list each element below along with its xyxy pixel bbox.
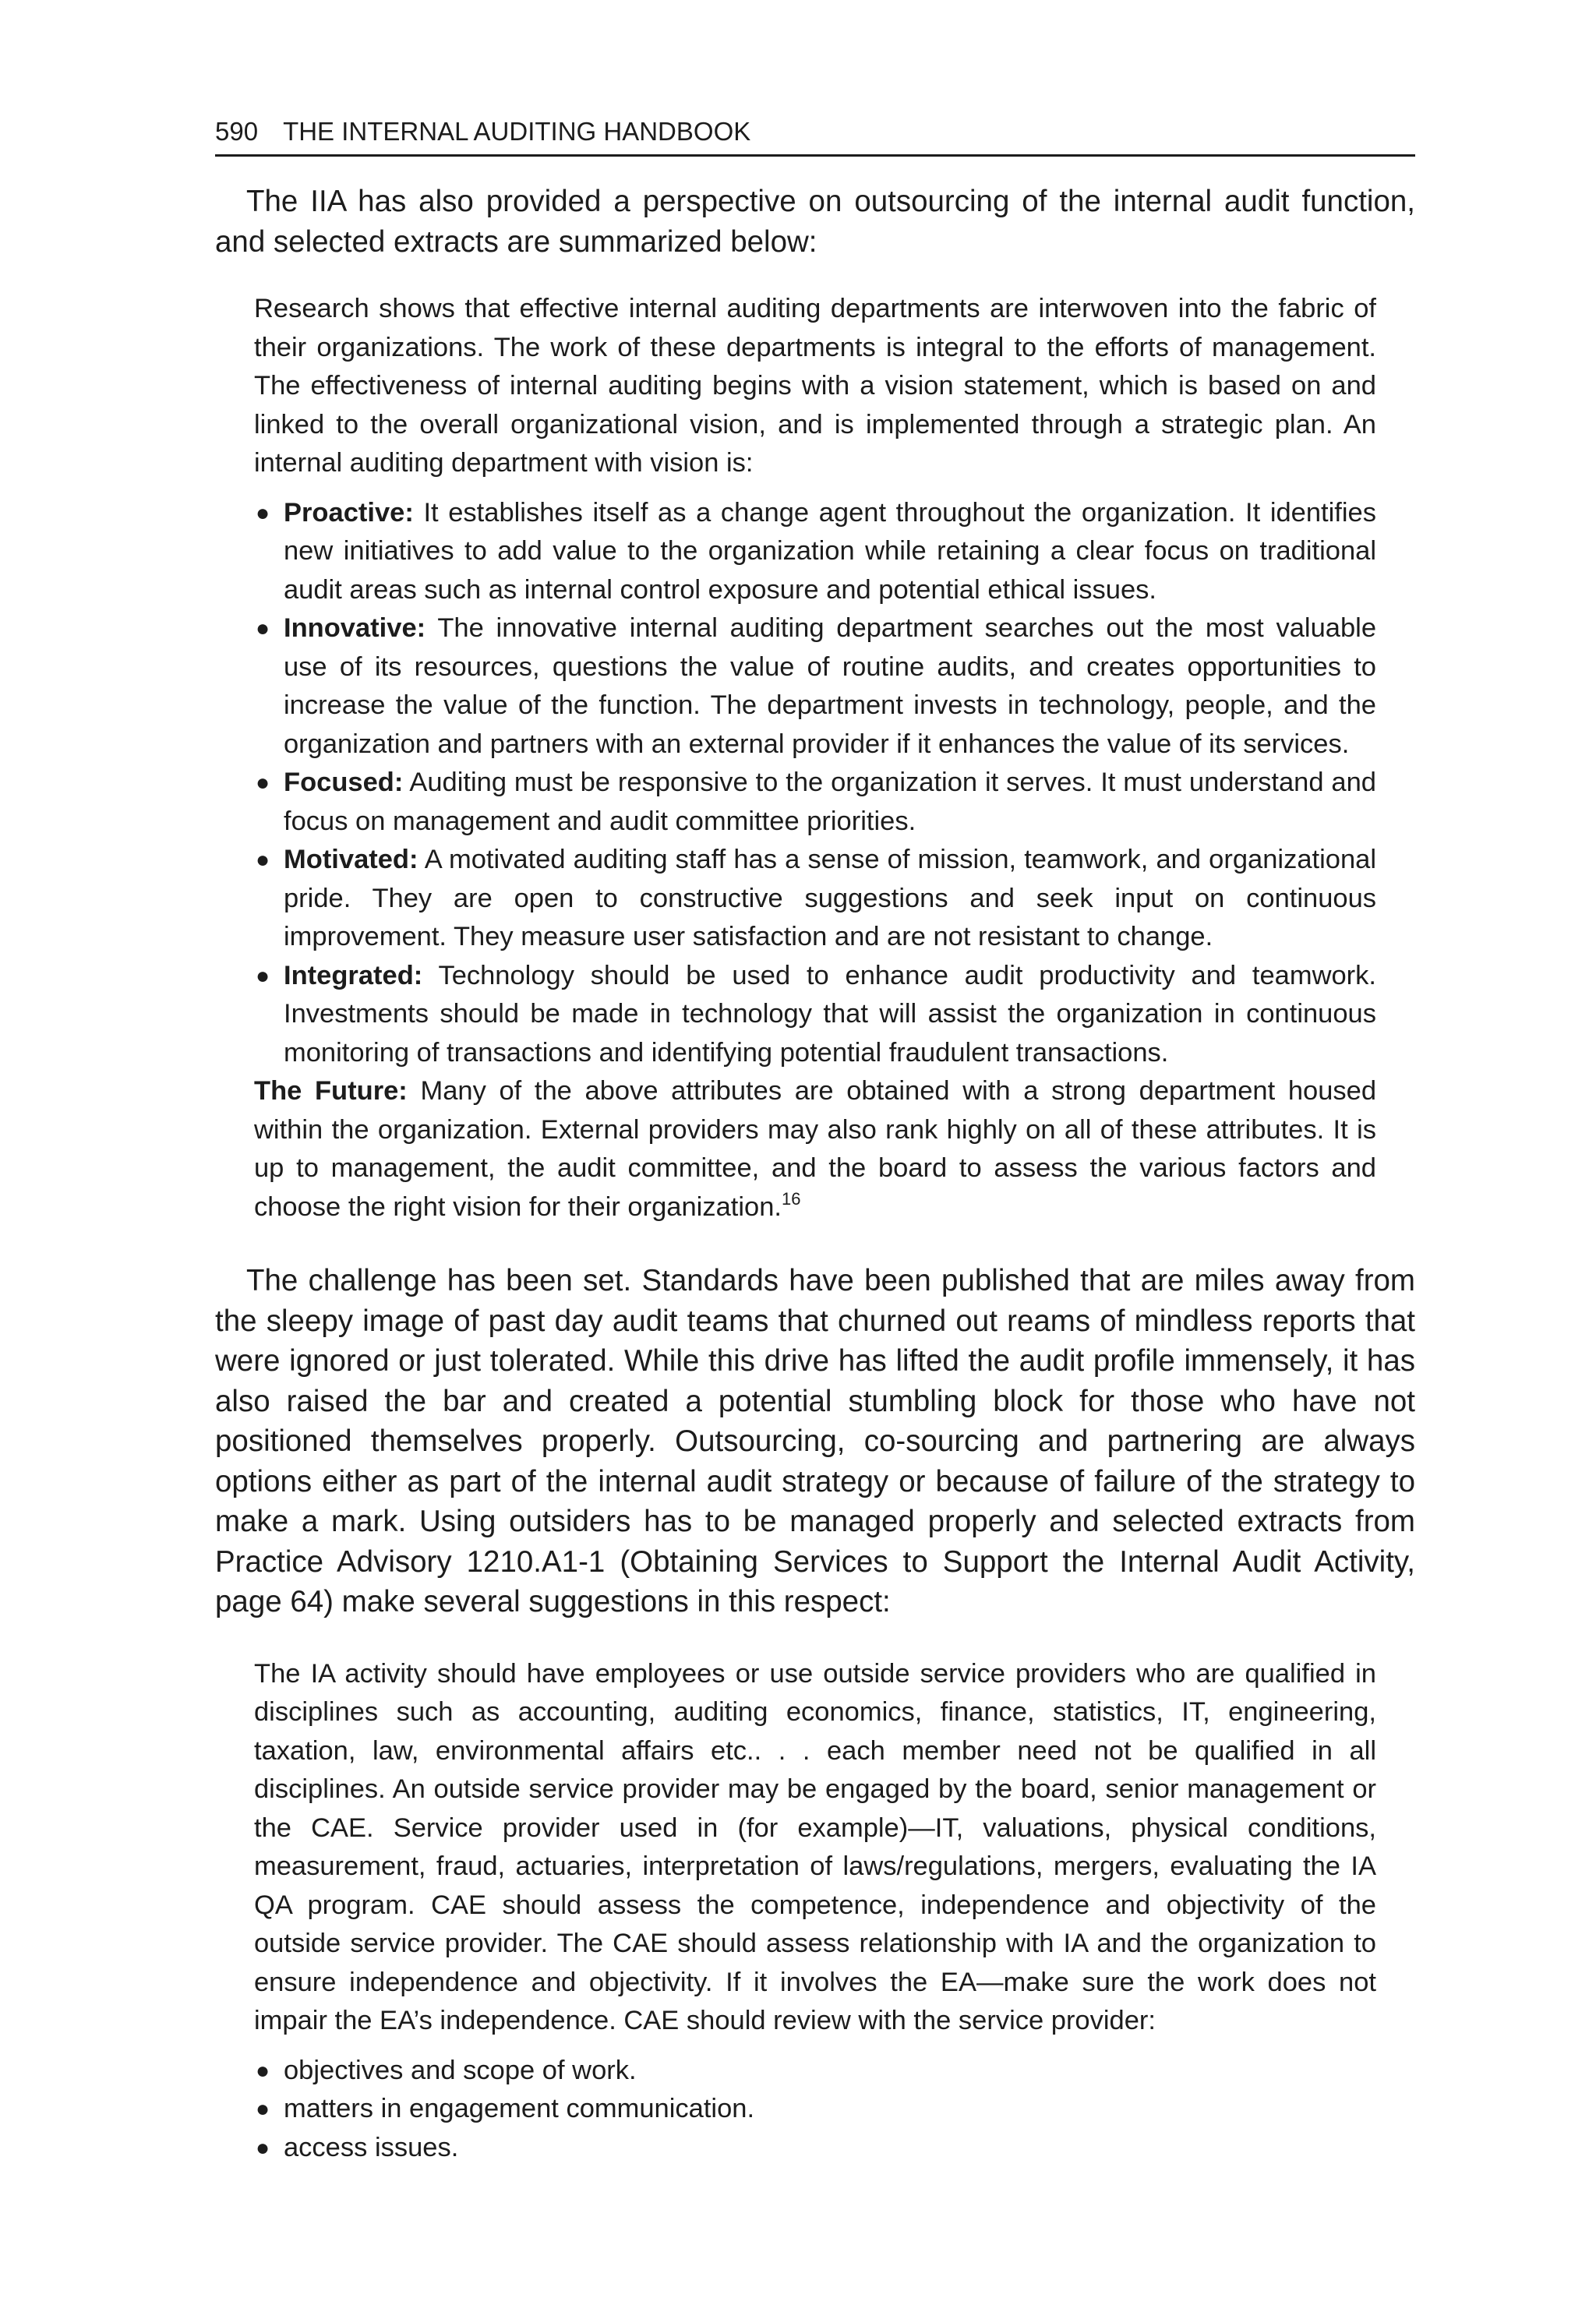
attribute-list: [254, 494, 1376, 1073]
footnote-reference: 16: [781, 1188, 801, 1209]
list-item: [254, 2090, 1376, 2129]
list-item: [254, 764, 1376, 841]
bullet-icon: ●: [256, 770, 270, 796]
bullet-icon: ●: [256, 962, 270, 989]
page-number: 590: [215, 117, 259, 146]
running-head: [215, 117, 1415, 157]
review-item-text: objectives and scope of work.: [284, 2055, 637, 2085]
list-item: [254, 957, 1376, 1073]
extract-opening: Research shows that effective internal auditing departments are interwoven into the fabric of their organizations. The work of these departments is integral to the efforts of management. The effectiveness of internal auditing begins with a vision statement, which is based on and linked to the overall organizational vision, and is implemented through a strategic plan. An internal auditing department with vision is:: [254, 294, 1376, 478]
bullet-icon: ●: [256, 499, 270, 526]
future-paragraph: [254, 1072, 1376, 1227]
iia-extract: [254, 290, 1376, 1227]
list-item: [254, 2129, 1376, 2168]
practice-advisory-extract: [254, 1655, 1376, 2168]
bullet-icon: ●: [256, 616, 270, 641]
intro-paragraph: The IIA has also provided a perspective on outsourcing of the internal audit function, and selected extracts are summarized below:: [215, 185, 1415, 259]
list-item: [254, 2052, 1376, 2091]
attribute-term: Focused:: [284, 768, 404, 797]
attribute-term: Innovative:: [284, 613, 426, 643]
attribute-text: It establishes itself as a change agent throughout the organization. It identifies new initiatives to add value to the organization while retaining a clear focus on traditional audit areas such as internal control exposure and potential ethical issues.: [284, 497, 1376, 605]
review-item-text: access issues.: [284, 2132, 459, 2162]
attribute-text: The innovative internal auditing department searches out the most valuable use of its resources, questions the value of routine audits, and creates opportunities to increase the value of the function. The department invests in technology, people, and the organization and partners with an external provider if it enhances the value of its services.: [284, 613, 1377, 759]
bullet-icon: ●: [256, 847, 270, 873]
bullet-icon: ●: [256, 2096, 270, 2122]
attribute-term: Integrated:: [284, 960, 423, 990]
list-item: [254, 494, 1376, 610]
bullet-icon: ●: [256, 2057, 270, 2084]
attribute-text: Technology should be used to enhance audit productivity and teamwork. Investments should be made in technology that will assist the organization in continuous monitoring of transactions and identifying potential fraudulent transactions.: [284, 960, 1376, 1068]
attribute-term: Proactive:: [284, 497, 414, 528]
attribute-text: A motivated auditing staff has a sense of mission, teamwork, and organizational pride. They are open to constructive suggestions and seek input on continuous improvement. They measure user satisfaction and are not resistant to change.: [284, 845, 1376, 951]
attribute-text: Auditing must be responsive to the organization it serves. It must understand and focus on management and audit committee priorities.: [284, 768, 1376, 836]
review-item-text: matters in engagement communication.: [284, 2094, 755, 2123]
review-list: [254, 2052, 1376, 2168]
list-item: [254, 841, 1376, 957]
future-term: The Future:: [254, 1076, 408, 1106]
book-page: [215, 117, 1415, 2167]
book-title: THE INTERNAL AUDITING HANDBOOK: [283, 117, 751, 146]
attribute-term: Motivated:: [284, 845, 418, 874]
extract-opening: The IA activity should have employees or use outside service providers who are qualified in disciplines such as accounting, auditing economics, finance, statistics, IT, engineering, taxation, law, environmental affairs etc.. . . each member need not be qualified in all disciplines. An outside service provider may be engaged by the board, senior management or the CAE. Service provider used in (for example)—IT, valuations, physical conditions, measurement, fraud, actuaries, interpretation of laws/regulations, mergers, evaluating the IA QA program. CAE should assess the competence, independence and objectivity of the outside service provider. The CAE should assess relationship with IA and the organization to ensure independence and objectivity. If it involves the EA—make sure the work does not impair the EA’s independence. CAE should review with the service provider:: [254, 1658, 1376, 2035]
list-item: [254, 609, 1376, 764]
future-text: Many of the above attributes are obtained with a strong department housed within the organization. External providers may also rank highly on all of these attributes. It is up to management, the audit committee, and the board to assess the various factors and choose the right vision for their organization.: [254, 1076, 1377, 1222]
body-paragraph: The challenge has been set. Standards have been published that are miles away from the sleepy image of past day audit teams that churned out reams of mindless reports that were ignored or just tolerated. While this drive has lifted the audit profile immensely, it has also raised the bar and created a potential stumbling block for those who have not positioned themselves properly. Outsourcing, co-sourcing and partnering are always options either as part of the internal audit strategy or because of failure of the strategy to make a mark. Using outsiders has to be managed properly and selected extracts from Practice Advisory 1210.A1-1 (Obtaining Services to Support the Internal Audit Activity, page 64) make several suggestions in this respect:: [215, 1264, 1415, 1618]
bullet-icon: ●: [256, 2134, 270, 2161]
